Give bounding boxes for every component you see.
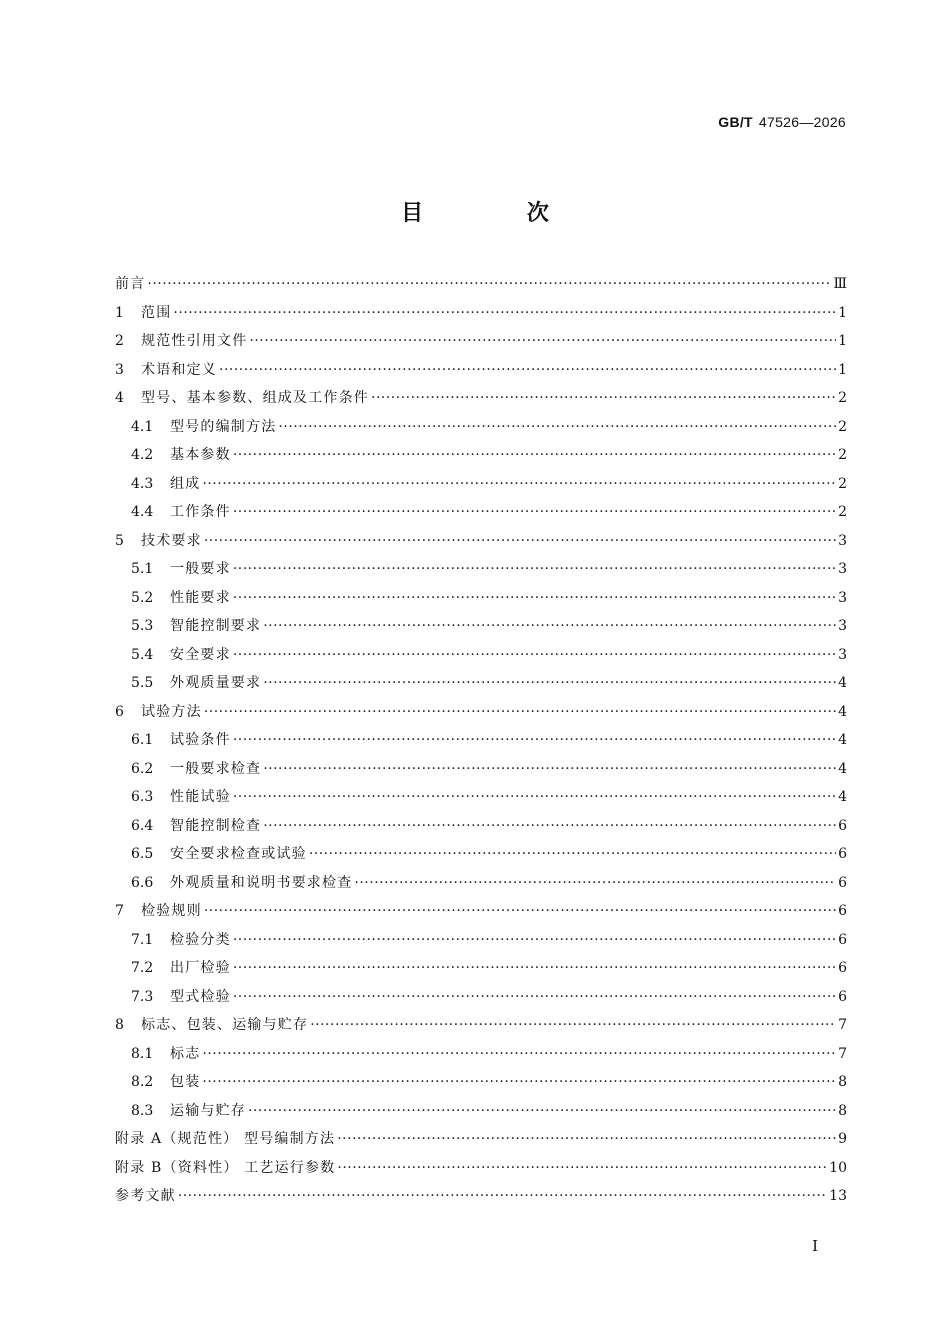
toc-entry-title: 运输与贮存 [170,1102,246,1119]
toc-entry-title: 试验方法 [141,703,202,720]
toc-entry-title: 型式检验 [170,988,231,1005]
toc-entry-number: 4.2 [131,447,154,463]
toc-entry-number: 6 [115,703,124,720]
toc-entry-number: 6.1 [131,732,154,748]
toc-entry-number: 6.4 [131,817,154,834]
toc-entry-number: 4.4 [131,504,154,520]
toc-entry-number: 5.3 [131,618,154,634]
toc-leader-dots [202,470,836,499]
toc-leader-dots [233,641,836,670]
page-title: 目 次 [401,201,597,226]
toc-entry[interactable] [115,441,847,470]
toc-leader-dots [248,1097,836,1126]
toc-entry-page: 6 [838,874,847,891]
toc-leader-dots [263,612,836,641]
toc-leader-dots [202,1040,836,1069]
toc-entry-title: 术语和定义 [141,361,217,378]
toc-entry-title: 一般要求 [170,561,231,577]
toc-leader-dots [233,584,836,613]
toc-entry[interactable] [115,869,847,898]
toc-entry-title: 附录 A（规范性） 型号编制方法 [115,1131,336,1147]
toc-entry-page: 2 [838,475,847,492]
standard-number [718,114,846,130]
toc-entry-number: 6.5 [131,846,154,862]
toc-entry[interactable] [115,669,847,698]
toc-leader-dots [233,954,836,983]
toc-leader-dots [173,299,836,328]
toc-entry-page: 6 [838,903,847,919]
toc-entry-title: 规范性引用文件 [141,333,248,349]
toc-leader-dots [233,983,836,1012]
toc-entry[interactable] [115,612,847,641]
toc-entry-page: 10 [829,1159,847,1176]
toc-entry[interactable] [115,356,847,385]
toc-entry-title: 组成 [170,475,201,492]
toc-leader-dots [337,1125,836,1154]
toc-entry[interactable] [115,270,847,299]
toc-entry-page: 6 [838,817,847,834]
toc-entry[interactable] [115,299,847,328]
standard-prefix: GB/T [718,114,753,130]
toc-entry-page: 7 [838,1045,847,1062]
toc-entry-page: 4 [838,732,847,748]
toc-entry[interactable] [115,470,847,499]
toc-entry[interactable] [115,555,847,584]
toc-leader-dots [233,726,836,755]
toc-entry[interactable] [115,384,847,413]
toc-entry-number: 5.4 [131,646,154,663]
toc-entry-number: 8.3 [131,1102,154,1119]
toc-leader-dots [371,384,836,413]
toc-leader-dots [354,869,836,898]
toc-entry-number: 8 [115,1017,124,1033]
toc-leader-dots [147,270,831,299]
toc-entry-page: 3 [838,561,847,577]
toc-entry-page: 2 [838,418,847,435]
toc-entry-number: 7.2 [131,960,154,976]
toc-entry-number: 4.1 [131,418,154,435]
toc-entry[interactable] [115,641,847,670]
toc-leader-dots [249,327,836,356]
toc-entry-title: 安全要求 [170,646,231,663]
toc-entry[interactable] [115,1097,847,1126]
toc-entry[interactable] [115,1154,847,1183]
toc-entry[interactable] [115,1125,847,1154]
toc-entry-page: 4 [838,760,847,777]
toc-entry-number: 7.3 [131,988,154,1005]
toc-leader-dots [263,755,836,784]
toc-entry-page: 13 [829,1188,847,1204]
toc-entry-number: 4.3 [131,475,154,492]
toc-entry-page: 6 [838,846,847,862]
toc-entry-title: 型号的编制方法 [170,418,277,435]
toc-entry[interactable] [115,413,847,442]
toc-entry-number: 8.2 [131,1074,154,1090]
toc-entry-number: 1 [115,304,124,321]
toc-entry-page: 3 [838,532,847,549]
toc-entry[interactable] [115,812,847,841]
toc-entry-title: 技术要求 [141,532,202,549]
toc-entry-title: 一般要求检查 [170,760,262,777]
toc-entry-number: 2 [115,333,124,349]
toc-entry[interactable] [115,726,847,755]
toc-leader-dots [178,1182,827,1211]
toc-entry-title: 智能控制要求 [170,618,262,634]
toc-leader-dots [233,926,836,955]
toc-leader-dots [204,698,836,727]
toc-entry-number: 5.2 [131,589,154,606]
toc-entry-title: 标志 [170,1045,201,1062]
toc-leader-dots [233,498,836,527]
toc-entry-title: 工作条件 [170,504,231,520]
toc-entry-title: 外观质量和说明书要求检查 [170,874,353,891]
toc-entry-page: 6 [838,931,847,948]
toc-entry[interactable] [115,1011,847,1040]
toc-entry-title: 参考文献 [115,1188,176,1204]
toc-entry-number: 5.1 [131,561,154,577]
toc-leader-dots [263,812,836,841]
toc-entry-page: 4 [838,703,847,720]
toc-entry[interactable] [115,983,847,1012]
toc-entry[interactable] [115,1068,847,1097]
toc-entry-title: 检验分类 [170,931,231,948]
standard-code: 47526—2026 [758,114,846,130]
toc-entry-page: 4 [838,675,847,691]
page-number: Ⅰ [812,1237,818,1255]
toc-entry-title: 附录 B（资料性） 工艺运行参数 [115,1159,336,1176]
toc-entry-page: 2 [838,447,847,463]
toc-entry-title: 性能试验 [170,789,231,805]
toc-entry-number: 5.5 [131,675,154,691]
toc-entry-page: Ⅲ [833,276,847,292]
toc-entry-page: 8 [838,1074,847,1090]
toc-entry[interactable] [115,926,847,955]
toc-entry-title: 外观质量要求 [170,675,262,691]
toc-leader-dots [202,1068,836,1097]
toc-entry-number: 6.3 [131,789,154,805]
toc-entry-number: 6.2 [131,760,154,777]
toc-entry[interactable] [115,527,847,556]
toc-entry-page: 8 [838,1102,847,1119]
toc-entry-title: 基本参数 [170,447,231,463]
toc-entry[interactable] [115,954,847,983]
toc-entry[interactable] [115,698,847,727]
toc-entry-number: 3 [115,361,124,378]
toc-entry[interactable] [115,1182,847,1211]
toc-entry-title: 范围 [141,304,172,321]
toc-entry-page: 7 [838,1017,847,1033]
toc-entry-page: 9 [838,1131,847,1147]
toc-entry-title: 标志、包装、运输与贮存 [141,1017,309,1033]
toc-entry-number: 6.6 [131,874,154,891]
toc-leader-dots [278,413,836,442]
toc-leader-dots [310,1011,836,1040]
toc-entry-page: 6 [838,988,847,1005]
toc-entry-number: 4 [115,390,124,406]
toc-leader-dots [309,840,836,869]
toc-entry[interactable] [115,897,847,926]
toc-leader-dots [337,1154,827,1183]
toc-leader-dots [233,555,836,584]
toc-entry[interactable] [115,755,847,784]
toc-entry[interactable] [115,584,847,613]
toc-entry-page: 2 [838,504,847,520]
toc-entry-title: 安全要求检查或试验 [170,846,307,862]
toc-leader-dots [233,441,836,470]
toc-leader-dots [263,669,836,698]
toc-entry-number: 8.1 [131,1045,154,1062]
toc-entry-page: 2 [838,390,847,406]
toc-leader-dots [219,356,836,385]
toc-entry-title: 智能控制检查 [170,817,262,834]
toc-entry-title: 试验条件 [170,732,231,748]
toc-entry[interactable] [115,783,847,812]
toc-entry-page: 1 [838,361,847,378]
toc-entry-number: 7 [115,903,124,919]
toc-entry-number: 7.1 [131,931,154,948]
toc-leader-dots [204,527,836,556]
toc-entry-page: 4 [838,789,847,805]
toc-entry[interactable] [115,840,847,869]
toc-entry-page: 3 [838,589,847,606]
toc-entry-title: 型号、基本参数、组成及工作条件 [141,390,369,406]
toc-entry-page: 6 [838,960,847,976]
toc-entry-title: 性能要求 [170,589,231,606]
toc-entry[interactable] [115,327,847,356]
table-of-contents [115,270,847,1211]
toc-entry-title: 出厂检验 [170,960,231,976]
toc-leader-dots [233,783,836,812]
toc-entry-title: 前言 [115,276,146,292]
toc-entry-title: 检验规则 [141,903,202,919]
toc-entry-page: 3 [838,618,847,634]
toc-entry-page: 3 [838,646,847,663]
toc-entry[interactable] [115,1040,847,1069]
toc-entry-page: 1 [838,304,847,321]
toc-entry-number: 5 [115,532,124,549]
toc-entry-title: 包装 [170,1074,201,1090]
toc-entry-page: 1 [838,333,847,349]
toc-leader-dots [204,897,836,926]
toc-entry[interactable] [115,498,847,527]
